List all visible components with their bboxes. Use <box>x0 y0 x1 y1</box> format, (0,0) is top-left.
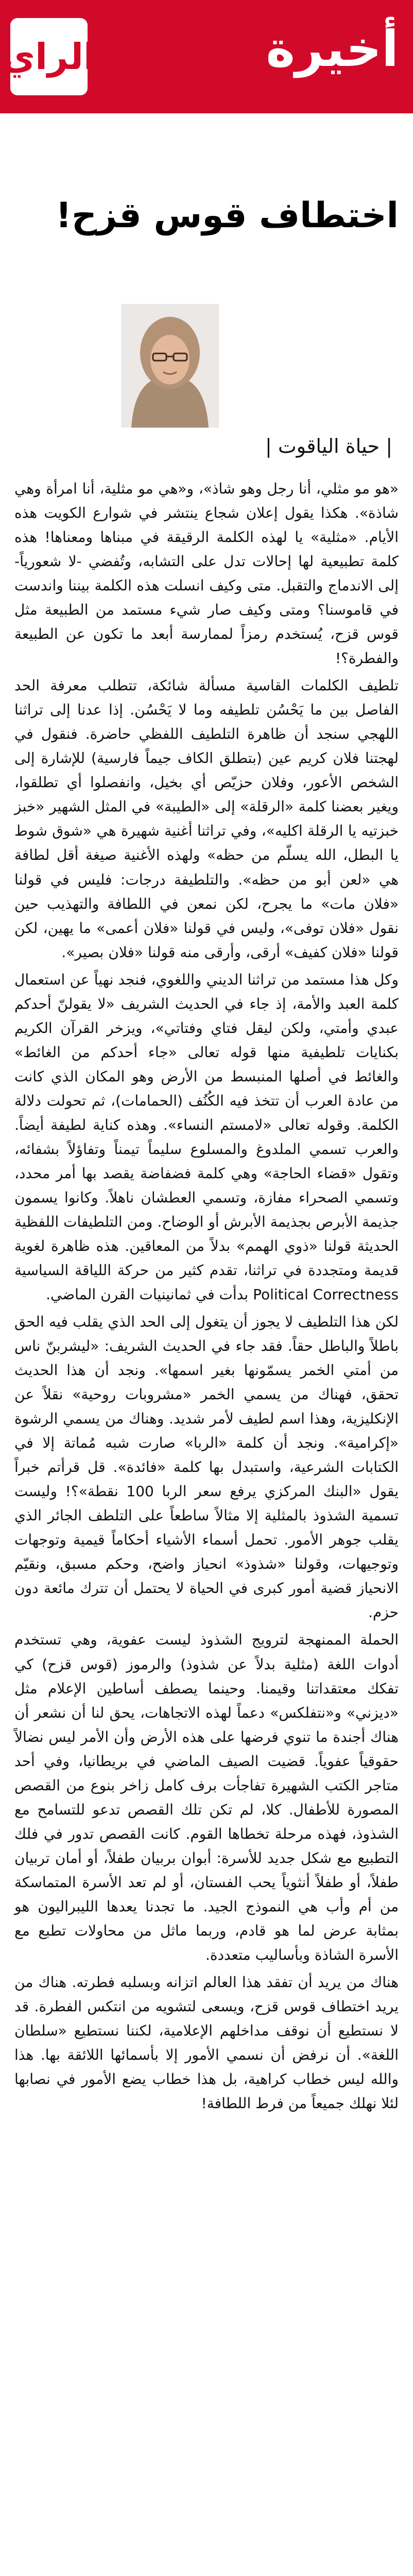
author-byline: | حياة الياقوت | <box>265 435 392 457</box>
article-paragraph: الحملة الممنهجة لترويج الشذوذ ليست عفوية، وهي تستخدم أدوات اللغة (مثلية بدلاً عن شذوذ) والرموز (قوس قزح) كي تفكك معتقداتنا وقيمنا. وحينما يصطف أساطين الإعلام مثل «ديزني» و«نتفلكس» دعماً لهذه الاتجاهات، يحق لنا أن نشعر أن هناك أجندة ما تنوي فرضها على هذه الأرض وأن الأمر ليس نضالاً حقوقياً عفوياً. قضيت الصيف الماضي في بريطانيا، وفي أحد متاجر الكتب الشهيرة تفاجأت برف كامل زاخر بنوع من القصص المصورة للأطفال. كلا، لم تكن تلك القصص تدعو للتسامح مع الشذوذ، فهذه مرحلة تخطاها القوم. كانت القصص تدور في فلك التطبيع مع شكل جديد للأسرة: أبوان بربيان طفلاً، أو أمان تربيان طفلاً، أو طفلاً أنثوياً يحب الفستان، أو لم تعد الأسرة المتماسكة من أم وأب هي النموذج الجيد. ما تجدنا يعدها الليبراليون هو بمثابة عرض لما هو قادم، وربما ماثل من محاولات تطبع مع الأسرة الشاذة وبأساليب متعددة. <box>14 1631 399 1963</box>
article-paragraph: لكن هذا التلطيف لا يجوز أن يتغول إلى الحد الذي يقلب فيه الحق باطلاً والباطل حقاً. فقد جاء في الحديث الشريف: «ليشربنّ ناس من أمتي الخمر يسمّونها بغير اسمها». ونجد أن هذا الحديث تحقق، فهناك من يسمي الخمر «مشروبات روحية» نقلاً عن الإنكليزية، وهذا اسم لطيف لأمر شديد. وهناك من يسمي الرشوة «إكرامية». ونجد أن كلمة «الربا» صارت شبه مُماتة إلا في الكتابات الشرعية، واستبدل بها كلمة «فائدة». قل قرأتم خبراً يقول «البنك المركزي يرفع سعر الربا 100 نقطة»؟! وليست تسمية الشذوذ بالمثلية إلا مثالاً ساطعاً على التلطف الجائر الذي يقلب جوهر الأمور. تحمل أسماء الأشياء أحكاماً قيمية وتوجهات وتوجيهات، وقولنا «شذوذ» انحياز واضح، وحكم مسبق، ونقيّم الانحياز قضية أمور كبرى في الحياة لا يحتمل أن تترك مائعة دون حزم. <box>14 1313 399 1621</box>
article-paragraph: تلطيف الكلمات القاسية مسألة شائكة، تتطلب معرفة الحد الفاصل بين ما يَحْسُن تلطيفه وما لا يَحْسُن. إذا عدنا إلى تراثنا اللهجي سنجد أن ظاهرة التلطيف اللفظي حاضرة. فنقول في لهجتنا فلان كريم عين (بتطلق الكاف جيماً فارسية) للإشارة إلى الشخص الأعور، وفلان حزيّص أي بخيل، وانفصلوا أي تطلقوا، ويغير بعضنا كلمة «الرقلة» إلى «الطيبة» في المثل الشهير «خبز خبزتيه يا الرقلة اكليه»، وفي تراثنا أغنية شهيرة هي «شوق شوط يا البطل، الله يسلّم من حظه» ولهذه الأغنية صيغة أقل لطافة هي «لعن أبو من حظه». والتلطيفة درجات: فليس في قولنا «فلان مات» ما يجرح، لكن نمعن في اللطافة والتهذيب حين نقول «فلان توفى»، وليس في قولنا «فلان أعمى» ما يهين، لكن قولنا «فلان كفيف» أرقى، وأرقى منه قولنا «فلان بصير». <box>14 677 399 961</box>
logo-text: الراي <box>2 36 96 78</box>
newspaper-logo[interactable] <box>2 18 96 95</box>
author-portrait-icon <box>121 304 219 428</box>
article-paragraph: «هو مو مثلي، أنا رجل وهو شاذ»، و«هي مو مثلية، أنا امرأة وهي شاذة». هكذا يقول إعلان شجاع ينتشر في شوارع الكويت هذه الأيام. «مثلية» يا لهذه الكلمة الرقيقة في مبناها ومعناها! هذه كلمة تطبيعية لها إحالات تدل على التشابه، وتُفضي -لا شعورياً- إلى الاندماج والتقبل. متى وكيف انسلت هذه الكلمة بيننا واندست في قاموسنا؟ ومتى وكيف صار شيء مستمد من الطبيعة مثل قوس قزح، يُستخدم رمزاً لممارسة أبعد ما تكون عن الطبيعة والفطرة؟! <box>14 480 399 667</box>
article-body <box>14 477 399 2119</box>
article-paragraph: هناك من يريد أن تفقد هذا العالم اتزانه وبسلبه فطرته. هناك من يريد اختطاف قوس قزح، ويسعى لتشويه من انتكس الفطرة. قد لا نستطيع أن نوقف مداخلهم الإعلامية، لكننا نستطيع «سلطان اللغة». أن نرفض أن نسمي الأمور إلا بأسمائها اللائقة بها. هذا والله ليس خطاب كراهية، بل هذا خطاب يضع الأمور في نصابها لئلا نهلك جميعاً من فرط اللطافة! <box>14 1973 399 2112</box>
section-title: أخيرة <box>266 20 399 78</box>
header-bar <box>0 0 413 113</box>
article-paragraph: وكل هذا مستمد من تراثنا الديني واللغوي، فنجد نهياً عن استعمال كلمة العبد والأمة، إذ جاء في الحديث الشريف «لا يقولنّ أحدكم عبدي وأمتي، ولكن ليقل فتاي وفتاتي»، ويزخر القرآن الكريم بكنايات تلطيفية منها قوله تعالى «جاء أحدكم من الغائط» والغائط في أصلها المنبسط من الأرض وهو المكان الذي كانت من عادة العرب أن تتخذ فيه الكُنُف (الحمامات)، ثم تحولت دلالة الكلمة. وقوله تعالى «لامستم النساء». وهذه كناية لطيفة أيضاً. والعرب تسمي الملدوغ والمسلوع سليماً تيمناً وتفاؤلاً بشفائه، وتقول «قضاء الحاجة» وهي كلمة فضفاضة يقصد بها أمر محدد، وتسمي الصحراء مفازة، وتسمي العطشان ناهلاً. وكانوا يسمون جذيمة الأبرص بجذيمة الأبرش أو الوضاح. ومن التلطيفات اللفظية الحديثة قولنا «ذوي الهمم» بدلاً من المعاقين. هذه ظاهرة لغوية قديمة ومتجددة في تراثنا، تقدم كثير من حركة اللياقة السياسية Political Correctness بدأت في ثمانينيات القرن الماضي. <box>14 971 399 1303</box>
article-headline: اختطاف قوس قزح! <box>55 195 399 236</box>
author-photo <box>121 304 219 428</box>
